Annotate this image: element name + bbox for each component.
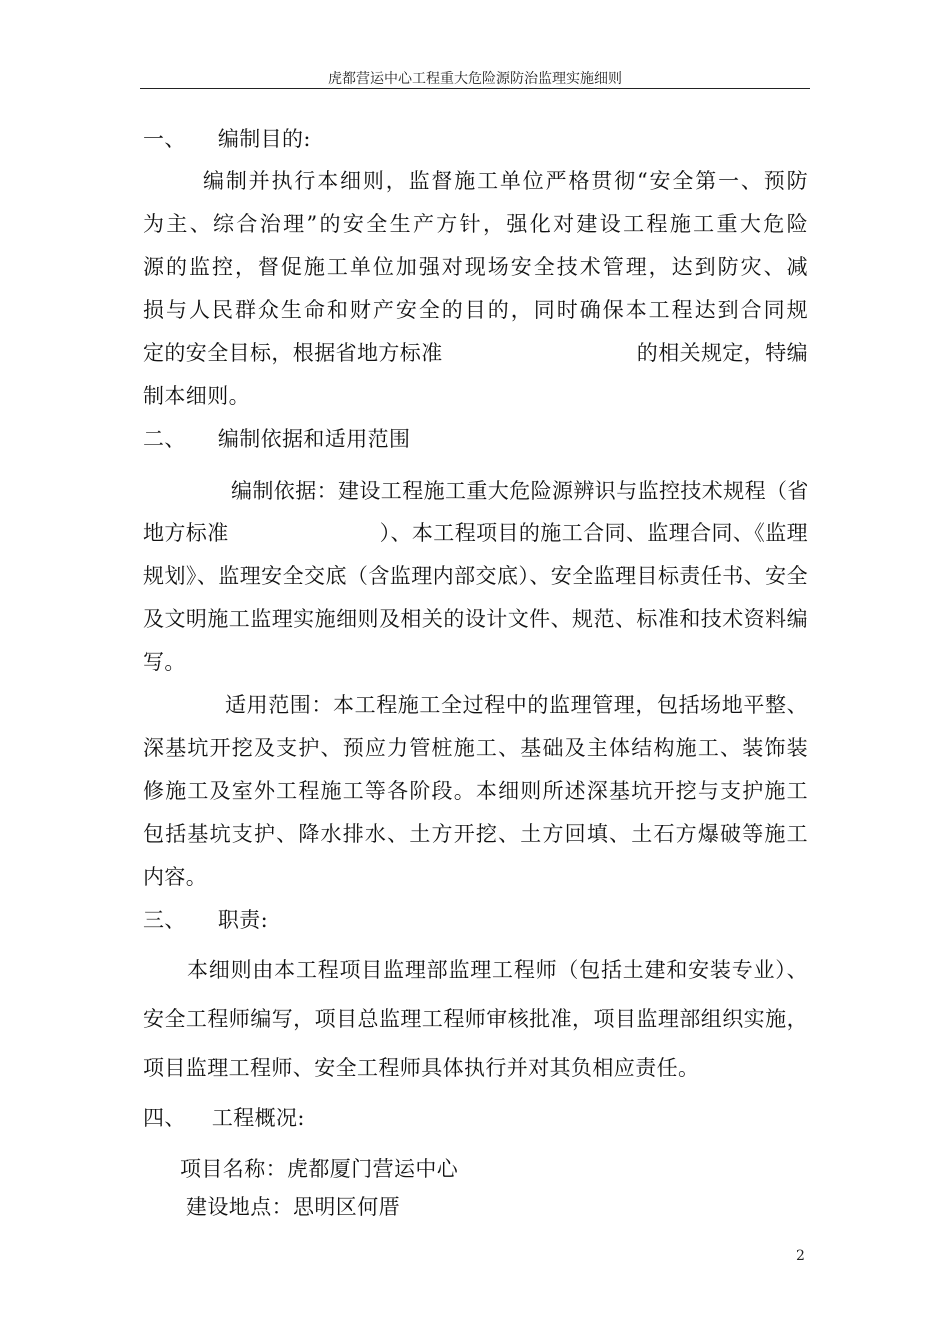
section-4-title: 工程概况: (211, 1106, 305, 1130)
paragraph-line: 损与人民群众生命和财产安全的目的，同时确保本工程达到合同规 (143, 298, 808, 322)
paragraph-line: 项目监理工程师、安全工程师具体执行并对其负相应责任。 (143, 1056, 700, 1080)
section-3-number: 三、 (143, 908, 186, 932)
paragraph-line: 写。 (143, 650, 186, 674)
paragraph-line: 编制并执行本细则，监督施工单位严格贯彻“安全第一、预防 (203, 169, 808, 193)
text-fragment: ）、本工程项目的施工合同、监理合同、《监理 (379, 521, 808, 545)
text-fragment: 的相关规定，特编 (636, 341, 808, 365)
text-fragment: 定的安全目标，根据省地方标准 (143, 341, 443, 365)
section-4-heading (143, 1103, 305, 1133)
project-location: 建设地点：思明区何厝 (186, 1195, 400, 1219)
paragraph-line: 修施工及室外工程施工等各阶段。本细则所述深基坑开挖与支护施工 (143, 779, 808, 803)
paragraph-line (143, 518, 808, 548)
project-name: 项目名称：虎都厦门营运中心 (180, 1157, 459, 1181)
paragraph-line: 为主、综合治理”的安全生产方针，强化对建设工程施工重大危险 (143, 212, 808, 236)
paragraph-line: 安全工程师编写，项目总监理工程师审核批准，项目监理部组织实施， (143, 1007, 808, 1031)
paragraph-line: 编制依据：建设工程施工重大危险源辨识与监控技术规程（省 (231, 479, 809, 503)
header-divider (140, 88, 810, 89)
paragraph-line: 包括基坑支护、降水排水、土方开挖、土方回填、土石方爆破等施工 (143, 822, 808, 846)
paragraph-line: 制本细则。 (143, 384, 250, 408)
section-2-title: 编制依据和适用范围 (217, 427, 411, 451)
section-3-title: 职责: (217, 908, 269, 932)
section-1-number: 一、 (143, 127, 186, 151)
paragraph-line: 内容。 (143, 865, 208, 889)
paragraph-line: 本细则由本工程项目监理部监理工程师（包括土建和安装专业）、 (187, 958, 808, 982)
paragraph-line: 适用范围：本工程施工全过程中的监理管理，包括场地平整、 (225, 693, 808, 717)
paragraph-line: 源的监控，督促施工单位加强对现场安全技术管理，达到防灾、减 (143, 255, 808, 279)
section-1-title: 编制目的: (217, 127, 311, 151)
paragraph-line: 规划》、监理安全交底（含监理内部交底）、安全监理目标责任书、安全 (143, 564, 808, 588)
section-1-heading (143, 124, 311, 154)
paragraph-line (143, 338, 808, 368)
text-fragment: 地方标准 (143, 521, 229, 545)
section-2-number: 二、 (143, 427, 186, 451)
paragraph-line: 及文明施工监理实施细则及相关的设计文件、规范、标准和技术资料编 (143, 607, 808, 631)
page-number: 2 (796, 1248, 805, 1264)
section-4-number: 四、 (143, 1106, 186, 1130)
section-2-heading (143, 424, 410, 454)
page-header-title: 虎都营运中心工程重大危险源防治监理实施细则 (328, 71, 622, 87)
section-3-heading (143, 905, 268, 935)
paragraph-line: 深基坑开挖及支护、预应力管桩施工、基础及主体结构施工、装饰装 (143, 736, 808, 760)
